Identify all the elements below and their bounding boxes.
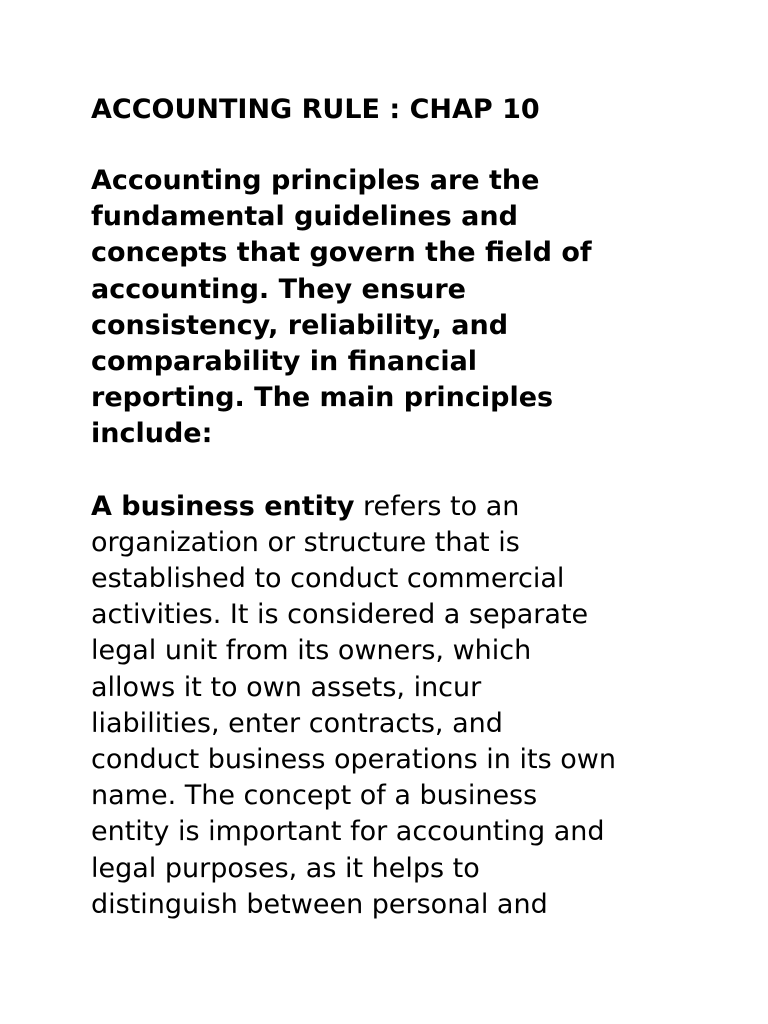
entity-line: legal unit from its owners, which <box>91 635 532 667</box>
intro-line: consistency, reliability, and <box>91 309 509 341</box>
document-page <box>91 90 691 923</box>
intro-line: reporting. The main principles <box>91 382 554 414</box>
entity-first-line <box>91 489 691 525</box>
intro-line: include: <box>91 418 213 450</box>
business-entity-term: A business entity <box>91 490 355 522</box>
entity-line: distinguish between personal and <box>91 888 548 920</box>
intro-line: accounting. They ensure <box>91 273 466 305</box>
entity-line: organization or structure that is <box>91 526 520 558</box>
entity-line: liabilities, enter contracts, and <box>91 707 503 739</box>
entity-line: activities. It is considered a separate <box>91 599 589 631</box>
entity-line: allows it to own assets, incur <box>91 671 482 703</box>
entity-line: established to conduct commercial <box>91 563 565 595</box>
entity-first-line-rest: refers to an <box>354 490 520 522</box>
intro-line: comparability in financial <box>91 346 478 378</box>
document-title: ACCOUNTING RULE : CHAP 10 <box>91 94 540 125</box>
intro-line: fundamental guidelines and <box>91 201 518 233</box>
intro-line: concepts that govern the field of <box>91 237 592 269</box>
intro-line: Accounting principles are the <box>91 165 540 196</box>
entity-line: legal purposes, as it helps to <box>91 852 480 884</box>
business-entity-paragraph <box>91 489 691 923</box>
intro-paragraph <box>91 163 691 453</box>
entity-line: name. The concept of a business <box>91 780 538 812</box>
entity-line: entity is important for accounting and <box>91 816 605 848</box>
entity-line: conduct business operations in its own <box>91 744 616 776</box>
